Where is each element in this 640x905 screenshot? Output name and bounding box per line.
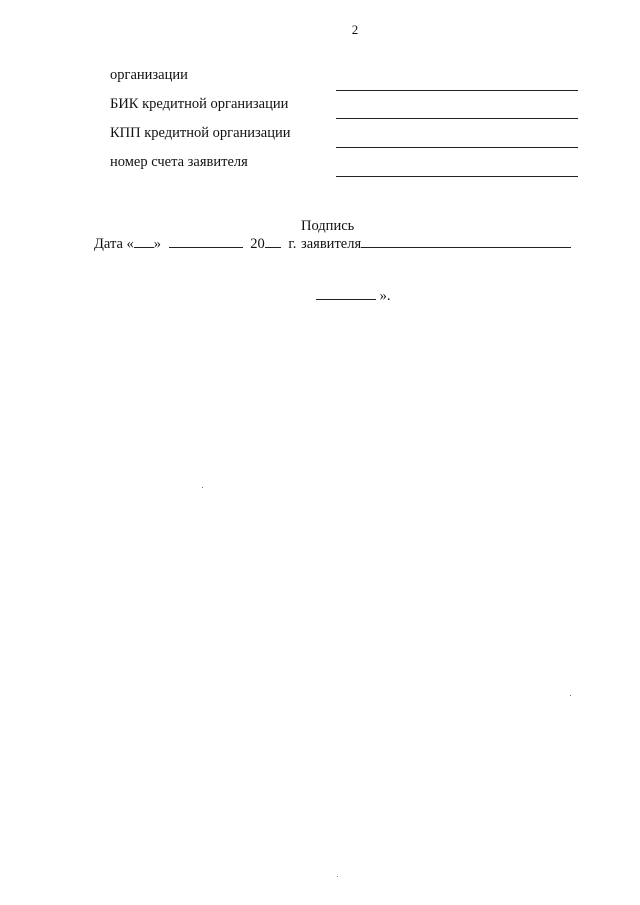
page-number: 2 [351,22,359,37]
bank-field-kpp-label: КПП кредитной организации [110,125,291,141]
scan-speck [202,487,203,488]
bank-field-organization-label: организации [110,67,188,83]
signature-row [301,234,571,253]
bank-field-bik-label: БИК кредитной организации [110,96,289,112]
bank-field-organization-line[interactable] [336,90,578,91]
scan-speck [337,876,338,877]
bank-field-account-line[interactable] [336,176,578,177]
date-prefix: Дата « [94,236,134,252]
footer-blank[interactable] [316,286,376,300]
date-century: 20 [250,236,265,252]
date-year-blank[interactable] [265,234,281,248]
date-day-blank[interactable] [134,234,154,248]
date-row [94,234,296,253]
signature-label-line2: заявителя [301,236,362,252]
bank-field-bik-line[interactable] [336,118,578,119]
footer-closing: ». [379,288,391,304]
footer-row [316,286,391,305]
signature-blank[interactable] [361,234,571,248]
date-close-quote: » [153,236,162,252]
bank-field-account-label: номер счета заявителя [110,154,248,170]
signature-label-line1: Подпись [301,218,355,234]
bank-field-kpp-line[interactable] [336,147,578,148]
date-month-blank[interactable] [169,234,243,248]
date-year-suffix: г. [288,236,297,252]
scan-speck [570,695,571,696]
